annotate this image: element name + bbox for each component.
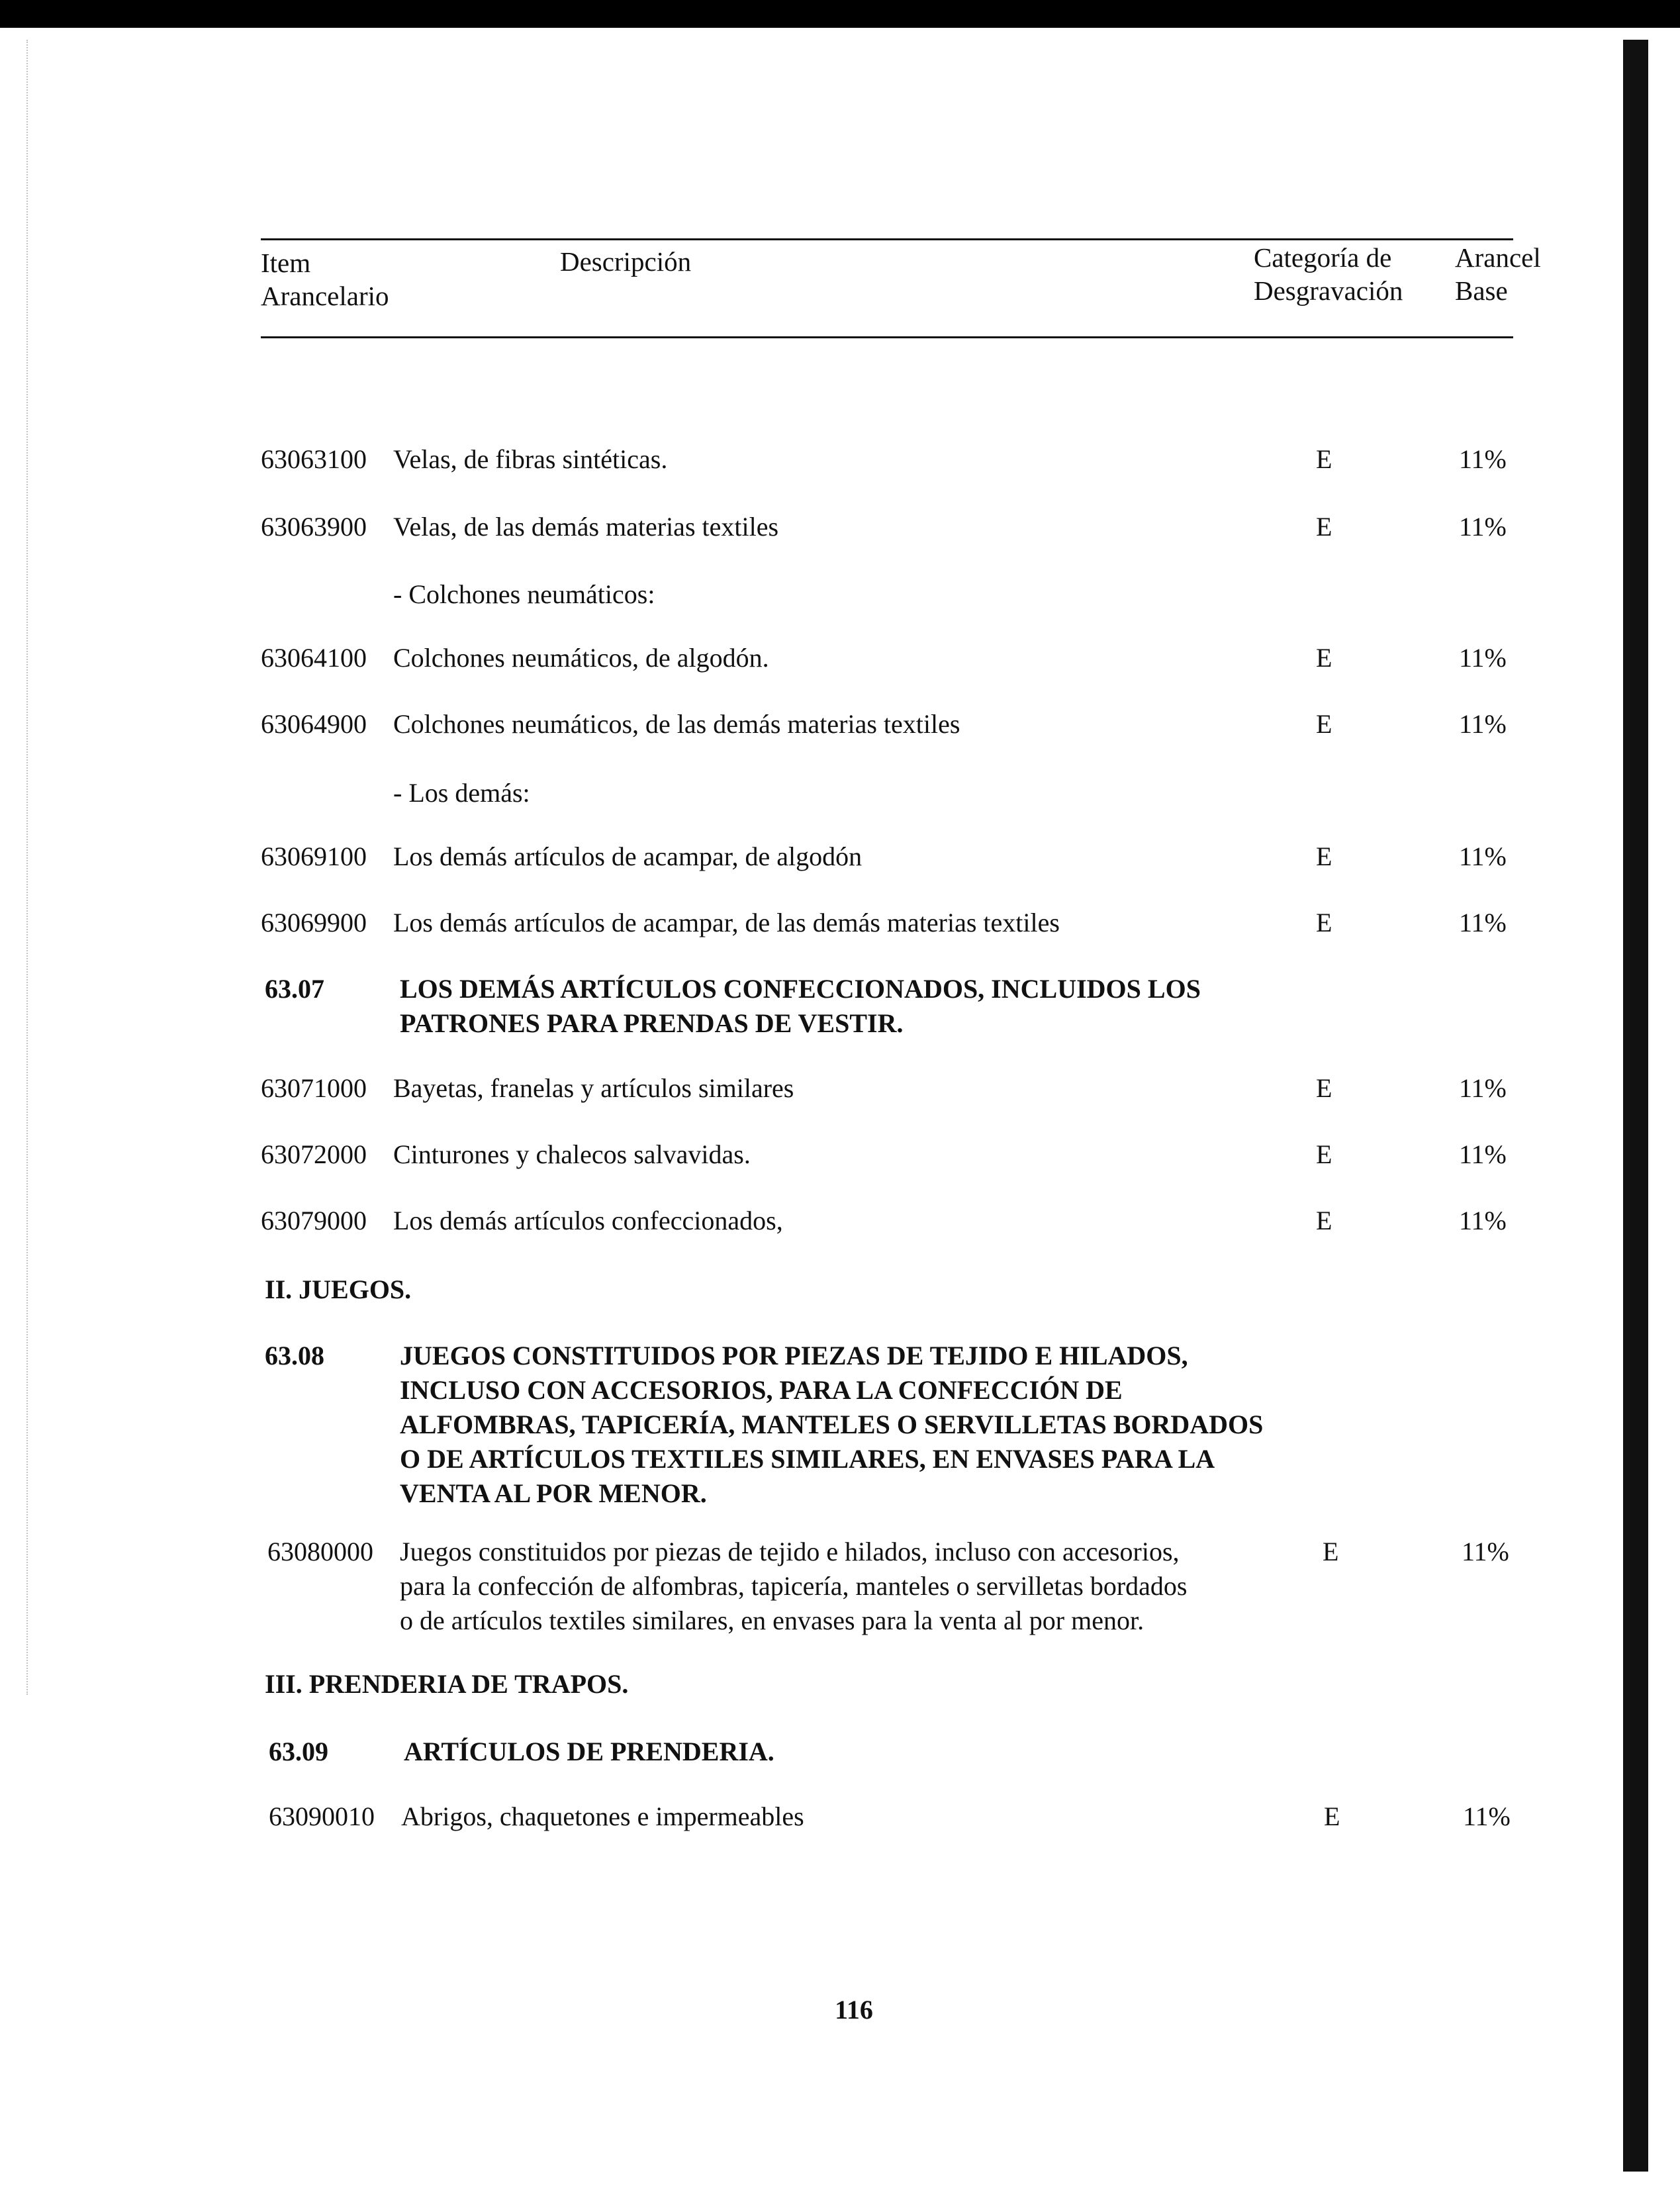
item-rate: 11% [1459,1073,1507,1103]
item-category: E [1316,1206,1332,1235]
header-bottom-rule [261,336,1513,338]
scan-right-border [1623,40,1648,2172]
item-description: Velas, de fibras sintéticas. [393,444,668,474]
scan-left-margin-marks [26,40,68,1695]
item-code: 63072000 [261,1139,367,1169]
item-code: 63079000 [261,1206,367,1235]
heading-line: JUEGOS CONSTITUIDOS POR PIEZAS DE TEJIDO E HILADOS, [400,1341,1188,1370]
item-rate: 11% [1459,709,1507,739]
table-row [261,1204,1518,1270]
heading-line: PATRONES PARA PRENDAS DE VESTIR. [400,1008,904,1038]
item-category: E [1316,841,1332,871]
heading-line: ALFOMBRAS, TAPICERÍA, MANTELES O SERVILLETAS BORDADOS [400,1410,1264,1439]
item-category: E [1324,1801,1340,1831]
col-header-item [261,246,389,312]
item-code: 63069900 [261,908,367,937]
item-category: E [1316,512,1332,542]
item-code: 63071000 [261,1073,367,1103]
heading-code: 63.08 [265,1341,324,1370]
table-row [269,1799,1526,1866]
item-description [400,1535,1393,1638]
item-rate: 11% [1463,1801,1511,1831]
table-row [261,707,1518,773]
item-description-line: para la confección de alfombras, tapicería, manteles o servilletas bordados [400,1571,1188,1601]
subheading-colchones: - Colchones neumáticos: [393,579,655,609]
item-code: 63063100 [261,444,367,474]
item-rate: 11% [1459,444,1507,474]
table-row [261,906,1518,972]
heading-text [400,1339,1393,1511]
header-top-rule [261,238,1513,240]
col-header-rate [1455,241,1541,307]
item-category: E [1316,444,1332,474]
table-row [261,641,1518,707]
item-rate: 11% [1459,841,1507,871]
item-code: 63090010 [269,1801,375,1831]
item-category: E [1316,643,1332,673]
item-description: Colchones neumáticos, de las demás materias textiles [393,709,960,739]
item-description-line: Juegos constituidos por piezas de tejido e hilados, incluso con accesorios, [400,1537,1180,1566]
col-header-category [1254,241,1403,307]
table-row [261,1137,1518,1204]
heading-line: O DE ARTÍCULOS TEXTILES SIMILARES, EN ENVASES PARA LA [400,1444,1215,1474]
item-rate: 11% [1459,643,1507,673]
table-row [261,510,1518,576]
item-code: 63063900 [261,512,367,542]
col-header-description: Descripción [560,246,692,277]
page-number: 116 [835,1995,873,2025]
heading-code: 63.09 [269,1737,328,1766]
heading-line: LOS DEMÁS ARTÍCULOS CONFECCIONADOS, INCLUIDOS LOS [400,974,1201,1004]
item-rate: 11% [1459,1206,1507,1235]
section-juegos: II. JUEGOS. [265,1274,412,1304]
item-description: Los demás artículos confeccionados, [393,1206,783,1235]
heading-text [400,972,1393,1041]
item-category: E [1316,1139,1332,1169]
item-description: Cinturones y chalecos salvavidas. [393,1139,751,1169]
item-description: Abrigos, chaquetones e impermeables [401,1801,804,1831]
item-category: E [1316,709,1332,739]
item-description: Colchones neumáticos, de algodón. [393,643,769,673]
item-category: E [1323,1537,1339,1566]
item-description: Los demás artículos de acampar, de algodón [393,841,863,871]
table-row [261,442,1518,508]
section-trapos: III. PRENDERIA DE TRAPOS. [265,1669,629,1699]
item-description-line: o de artículos textiles similares, en envases para la venta al por menor. [400,1605,1144,1635]
item-rate: 11% [1459,1139,1507,1169]
item-rate: 11% [1462,1537,1509,1566]
item-category: E [1316,908,1332,937]
table-row [261,839,1518,906]
item-code: 63069100 [261,841,367,871]
heading-line: VENTA AL POR MENOR. [400,1478,707,1508]
item-code: 63064900 [261,709,367,739]
col-header-rate-line1: Arancel [1455,242,1541,273]
item-description: Bayetas, franelas y artículos similares [393,1073,794,1103]
item-rate: 11% [1459,512,1507,542]
item-description: Los demás artículos de acampar, de las demás materias textiles [393,908,1060,937]
table-row [261,1071,1518,1137]
item-rate: 11% [1459,908,1507,937]
col-header-item-line1: Item [261,248,311,278]
col-header-rate-line2: Base [1455,275,1508,306]
item-code: 63064100 [261,643,367,673]
heading-code: 63.07 [265,974,324,1004]
heading-text: ARTÍCULOS DE PRENDERIA. [404,1737,774,1766]
table-row [267,1535,1525,1641]
col-header-item-line2: Arancelario [261,281,389,311]
scan-top-border [0,0,1680,28]
col-header-category-line1: Categoría de [1254,242,1392,273]
heading-line: INCLUSO CON ACCESORIOS, PARA LA CONFECCIÓN DE [400,1375,1123,1405]
item-description: Velas, de las demás materias textiles [393,512,779,542]
item-code: 63080000 [267,1537,373,1566]
col-header-category-line2: Desgravación [1254,275,1403,306]
item-category: E [1316,1073,1332,1103]
subheading-los-demas: - Los demás: [393,778,530,808]
